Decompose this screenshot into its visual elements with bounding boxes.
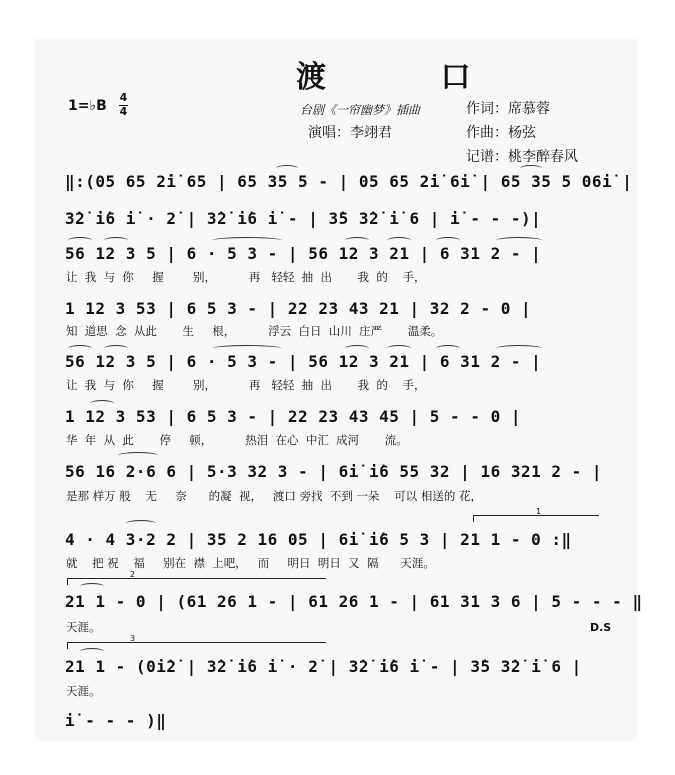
volta-bracket-2 [67,570,326,585]
notation-row: 3̇2̇ i̇6 i̇ · 2̇ | 3̇2̇ i̇6 i̇ - | 3̇5 3̇2̇ i̇ 6 | i̇ - - -)| [65,209,542,228]
notation-row: 56 16 2·6 6 | 5·3 32 3 - | 6i̇ i̇6 55 32 | 16 321 2 - | [65,462,603,481]
song-title: 渡 口 [296,60,523,95]
singer: 演唱：李翊君 [308,125,392,141]
slur-mark [118,452,158,459]
slur-mark [68,345,92,352]
slur-mark [345,237,369,244]
slur-mark [496,345,542,352]
notation-row: 4 · 4 3·2 2 | 35 2 16 05 | 6i̇ i̇6 5 3 | 21 1 - 0 :‖ [65,530,572,549]
lyrics-line: 让 我 与 你 握 别， 再 轻轻 抽 出 我 的 手， [66,378,426,392]
slur-mark [212,237,282,244]
time-signature-top: 4 [119,91,128,104]
volta-bracket-1 [473,507,599,522]
volta-label: 3 [130,634,136,643]
notation-row: 56 12 3 5 | 6 · 5 3 - | 56 12 3 21 | 6 31 2 - | [65,352,542,371]
notation-row: ‖:(05 65 2̇i̇ 65 | 65 35 5 - | 05 65 2̇i̇ 6i̇ | 65 35 5 06i̇ | [65,172,633,191]
volta-label: 2 [130,570,136,579]
slur-mark [68,237,92,244]
slur-mark [212,345,282,352]
notation-row: 1 12 3 53 | 6 5 3 - | 22 23 43 21 | 32 2 - 0 | [65,299,532,318]
lyrics-line: 天涯。 [66,620,101,634]
lyrics-line: 知 道思 念 从此 生 根， 浮云 白日 山川 庄严 温柔。 [66,324,443,338]
transcriber: 记谱：桃李醉春风 [466,149,578,165]
notation-row: 56 12 3 5 | 6 · 5 3 - | 56 12 3 21 | 6 31 2 - | [65,244,542,263]
slur-mark [90,400,114,407]
lyricist: 作词：席慕蓉 [466,101,550,117]
slur-mark [496,237,542,244]
time-signature-bottom: 4 [119,105,128,118]
slur-mark [436,345,460,352]
slur-mark [345,345,369,352]
lyrics-line: 让 我 与 你 握 别， 再 轻轻 抽 出 我 的 手， [66,270,426,284]
slur-mark [104,237,128,244]
slur-mark [126,520,156,527]
composer: 作曲：杨弦 [466,125,536,141]
tie-mark [520,165,542,172]
slur-mark [80,648,104,655]
source-note: 台剧《一帘幽梦》插曲 [300,103,421,117]
lyrics-line: 是那 样万 般 无 奈 的凝 视， 渡口 旁找 不到 一朵 可以 相送的 花， [66,489,482,503]
slur-mark [104,345,128,352]
key-signature: 1=♭B [68,98,107,114]
notation-row: 21 1 - 0 | (61 26 1 - | 61 26 1 - | 61 31 3 6 | 5 - - - ‖ [65,592,643,611]
dal-segno-mark: D.S [590,621,612,634]
slur-mark [387,237,411,244]
tie-mark [276,165,298,172]
slur-mark [387,345,411,352]
time-signature [119,92,128,118]
notation-row: 1 12 3 53 | 6 5 3 - | 22 23 43 45 | 5 - - 0 | [65,407,521,426]
lyrics-line: 华 年 从 此 停 顿， 热泪 在心 中汇 成河 流。 [66,433,408,447]
notation-row: 21 1 - (0i̇2̇ | 3̇2̇ i̇6 i̇ · 2̇ | 3̇2̇ i̇6 i̇ - | 3̇5 3̇2̇ i̇ 6 | [65,657,582,676]
volta-label: 1 [536,507,542,516]
slur-mark [80,583,104,590]
lyrics-line: 天涯。 [66,684,101,698]
lyrics-line: 就 把 祝 福 别在 襟 上吧， 而 明日 明日 又 隔 天涯。 [66,556,435,570]
volta-bracket-3 [67,634,326,649]
slur-mark [436,237,460,244]
notation-row: i̇ - - - )‖ [65,711,167,730]
